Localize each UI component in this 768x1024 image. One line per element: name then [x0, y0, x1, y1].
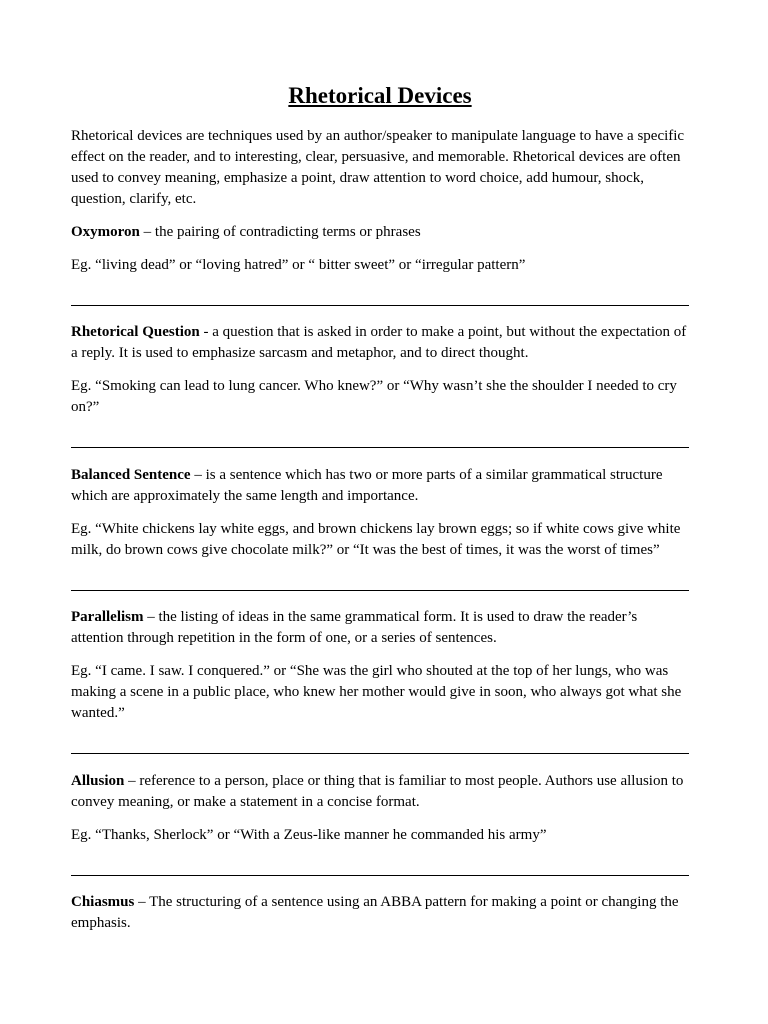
section-divider	[71, 447, 689, 448]
device-definition: – reference to a person, place or thing that is familiar to most people. Authors use allusion to convey meaning, or make a statement in a concise format.	[71, 773, 684, 810]
device-term: Parallelism	[71, 609, 144, 625]
device-balanced-sentence-example: Eg. “White chickens lay white eggs, and brown chickens lay brown eggs; so if white cows give white milk, do brown cows give chocolate milk?” or “It was the best of times, it was the worst of times”	[71, 521, 681, 558]
section-divider	[71, 305, 689, 306]
section-divider	[71, 753, 689, 754]
section-divider	[71, 875, 689, 876]
device-term: Rhetorical Question	[71, 324, 200, 340]
device-definition: - a question that is asked in order to make a point, but without the expectation of a reply. It is used to emphasize sarcasm and metaphor, and to direct thought.	[71, 324, 687, 361]
device-term: Chiasmus	[71, 894, 135, 910]
intro-paragraph: Rhetorical devices are techniques used by an author/speaker to manipulate language to have a specific effect on the reader, and to interesting, clear, persuasive, and memorable. Rhetorical devices are often used to convey meaning, emphasize a point, draw attention to word choice, add humour, shock, question, clarify, etc.	[71, 128, 685, 207]
document-page	[71, 0, 689, 934]
section-divider	[71, 590, 689, 591]
device-oxymoron-definition	[71, 222, 689, 243]
device-allusion-example: Eg. “Thanks, Sherlock” or “With a Zeus-like manner he commanded his army”	[71, 827, 547, 843]
device-parallelism-definition	[71, 607, 689, 649]
device-definition: – The structuring of a sentence using an ABBA pattern for making a point or changing the emphasis.	[71, 894, 679, 931]
device-rhetorical-question-definition	[71, 322, 689, 364]
device-definition: – the pairing of contradicting terms or phrases	[139, 224, 421, 240]
device-rhetorical-question-example: Eg. “Smoking can lead to lung cancer. Who knew?” or “Why wasn’t she the shoulder I needed to cry on?”	[71, 378, 677, 415]
device-allusion-definition	[71, 771, 689, 813]
device-parallelism-example: Eg. “I came. I saw. I conquered.” or “She was the girl who shouted at the top of her lungs, who was making a scene in a public place, who knew her mother would give in soon, who always got what she wanted.”	[71, 663, 682, 721]
device-term: Balanced Sentence	[71, 467, 191, 483]
device-balanced-sentence-definition	[71, 465, 689, 507]
device-oxymoron-example: Eg. “living dead” or “loving hatred” or “ bitter sweet” or “irregular pattern”	[71, 257, 526, 273]
device-chiasmus-definition	[71, 892, 689, 934]
device-definition: – the listing of ideas in the same grammatical form. It is used to draw the reader’s attention through repetition in the form of one, or a series of sentences.	[71, 609, 638, 646]
page-title: Rhetorical Devices	[288, 83, 472, 108]
device-definition: – is a sentence which has two or more parts of a similar grammatical structure which are approximately the same length and importance.	[71, 467, 663, 504]
device-term: Allusion	[71, 773, 125, 789]
device-term: Oxymoron	[71, 224, 140, 240]
